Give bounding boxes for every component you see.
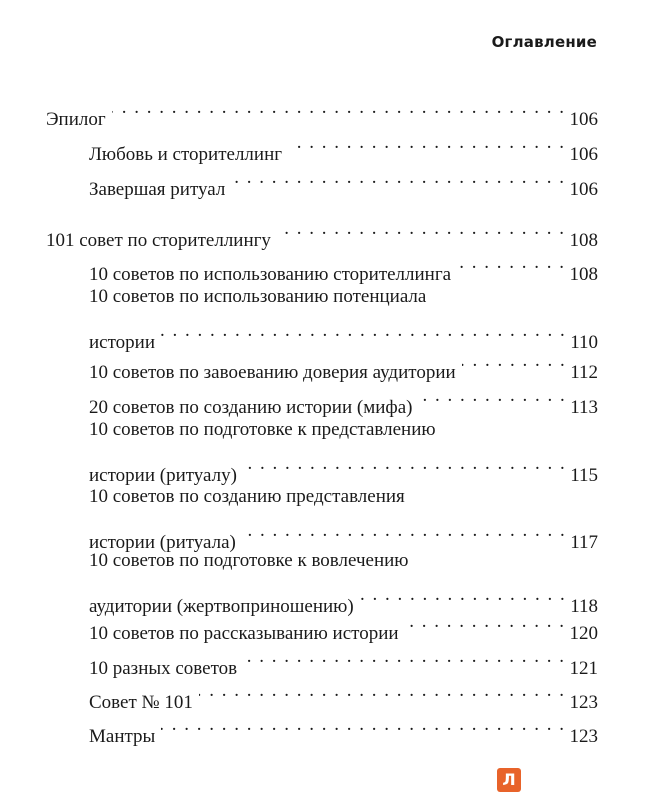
toc-entry-title: 10 разных советов <box>89 658 238 679</box>
toc-entry <box>89 126 598 165</box>
toc-entry-title: аудитории (жертвоприношению) <box>89 596 354 617</box>
dot-leader <box>277 212 566 246</box>
dot-leader <box>243 447 566 481</box>
dot-leader <box>405 605 566 639</box>
toc-page-number: 117 <box>570 532 598 553</box>
dot-leader <box>199 674 566 708</box>
toc-entry <box>89 544 598 617</box>
toc-page-number: 112 <box>570 362 598 383</box>
toc-entry-title: Завершая ритуал <box>89 179 226 200</box>
toc-entry-title: Совет № 101 <box>89 692 193 713</box>
toc-entry-title-line1: 10 советов по созданию представления <box>89 486 405 507</box>
toc-entry-title: Любовь и сторителлинг <box>89 144 283 165</box>
dot-leader <box>418 379 566 413</box>
toc-entry-title: Эпилог <box>46 109 106 130</box>
dot-leader <box>243 640 565 674</box>
toc-entry <box>89 344 598 383</box>
toc-page-number: 123 <box>569 692 598 713</box>
toc-entry-title-line1: 10 советов по подготовке к вовлечению <box>89 550 409 571</box>
toc-entry-title: Мантры <box>89 726 156 747</box>
toc-page-number: 108 <box>569 264 598 285</box>
toc-entry-title-line1: 10 советов по использованию потенциала <box>89 286 427 307</box>
running-head-title: Оглавление <box>491 33 597 51</box>
toc-entry-title: 10 советов по использованию сторителлинга <box>89 264 452 285</box>
toc-entry-title: истории (ритуала) <box>89 532 236 553</box>
toc-page-number: 113 <box>570 397 598 418</box>
dot-leader <box>288 126 565 160</box>
toc-page-number: 106 <box>569 109 598 130</box>
toc-page-number: 110 <box>570 332 598 353</box>
toc-page-number: 115 <box>570 465 598 486</box>
toc-entry <box>89 161 598 200</box>
toc-page-number: 108 <box>569 230 598 251</box>
toc-entry <box>46 91 598 130</box>
logo-watermark-icon <box>497 768 521 792</box>
toc-entry <box>46 212 598 251</box>
toc-entry <box>89 246 598 285</box>
toc-entry-title: 20 советов по созданию истории (мифа) <box>89 397 413 418</box>
dot-leader <box>457 246 565 280</box>
toc-entry-title: истории (ритуалу) <box>89 465 237 486</box>
toc-entry <box>89 674 598 713</box>
toc-page-number: 121 <box>569 658 598 679</box>
dot-leader <box>161 314 566 348</box>
toc-entry-title: 101 совет по сторителлингу <box>46 230 271 251</box>
toc-page-number: 106 <box>569 179 598 200</box>
toc-entry-title: 10 советов по завоеванию доверия аудитории <box>89 362 456 383</box>
toc-entry <box>89 640 598 679</box>
toc-entry <box>89 379 598 418</box>
toc-page-number: 106 <box>569 144 598 165</box>
toc-page-number: 118 <box>570 596 598 617</box>
toc-entry <box>89 480 598 553</box>
dot-leader <box>112 91 566 125</box>
dot-leader <box>161 708 565 742</box>
toc-entry-title: 10 советов по рассказыванию истории <box>89 623 399 644</box>
toc-page-number: 120 <box>569 623 598 644</box>
dot-leader <box>462 344 567 378</box>
toc-page-number: 123 <box>569 726 598 747</box>
toc-entry <box>89 708 598 747</box>
toc-entry <box>89 605 598 644</box>
toc-entry-title: истории <box>89 332 155 353</box>
dot-leader <box>231 161 565 195</box>
toc-entry-title-line1: 10 советов по подготовке к представлению <box>89 419 436 440</box>
dot-leader <box>242 514 566 548</box>
toc-entry <box>89 280 598 353</box>
toc-entry <box>89 413 598 486</box>
